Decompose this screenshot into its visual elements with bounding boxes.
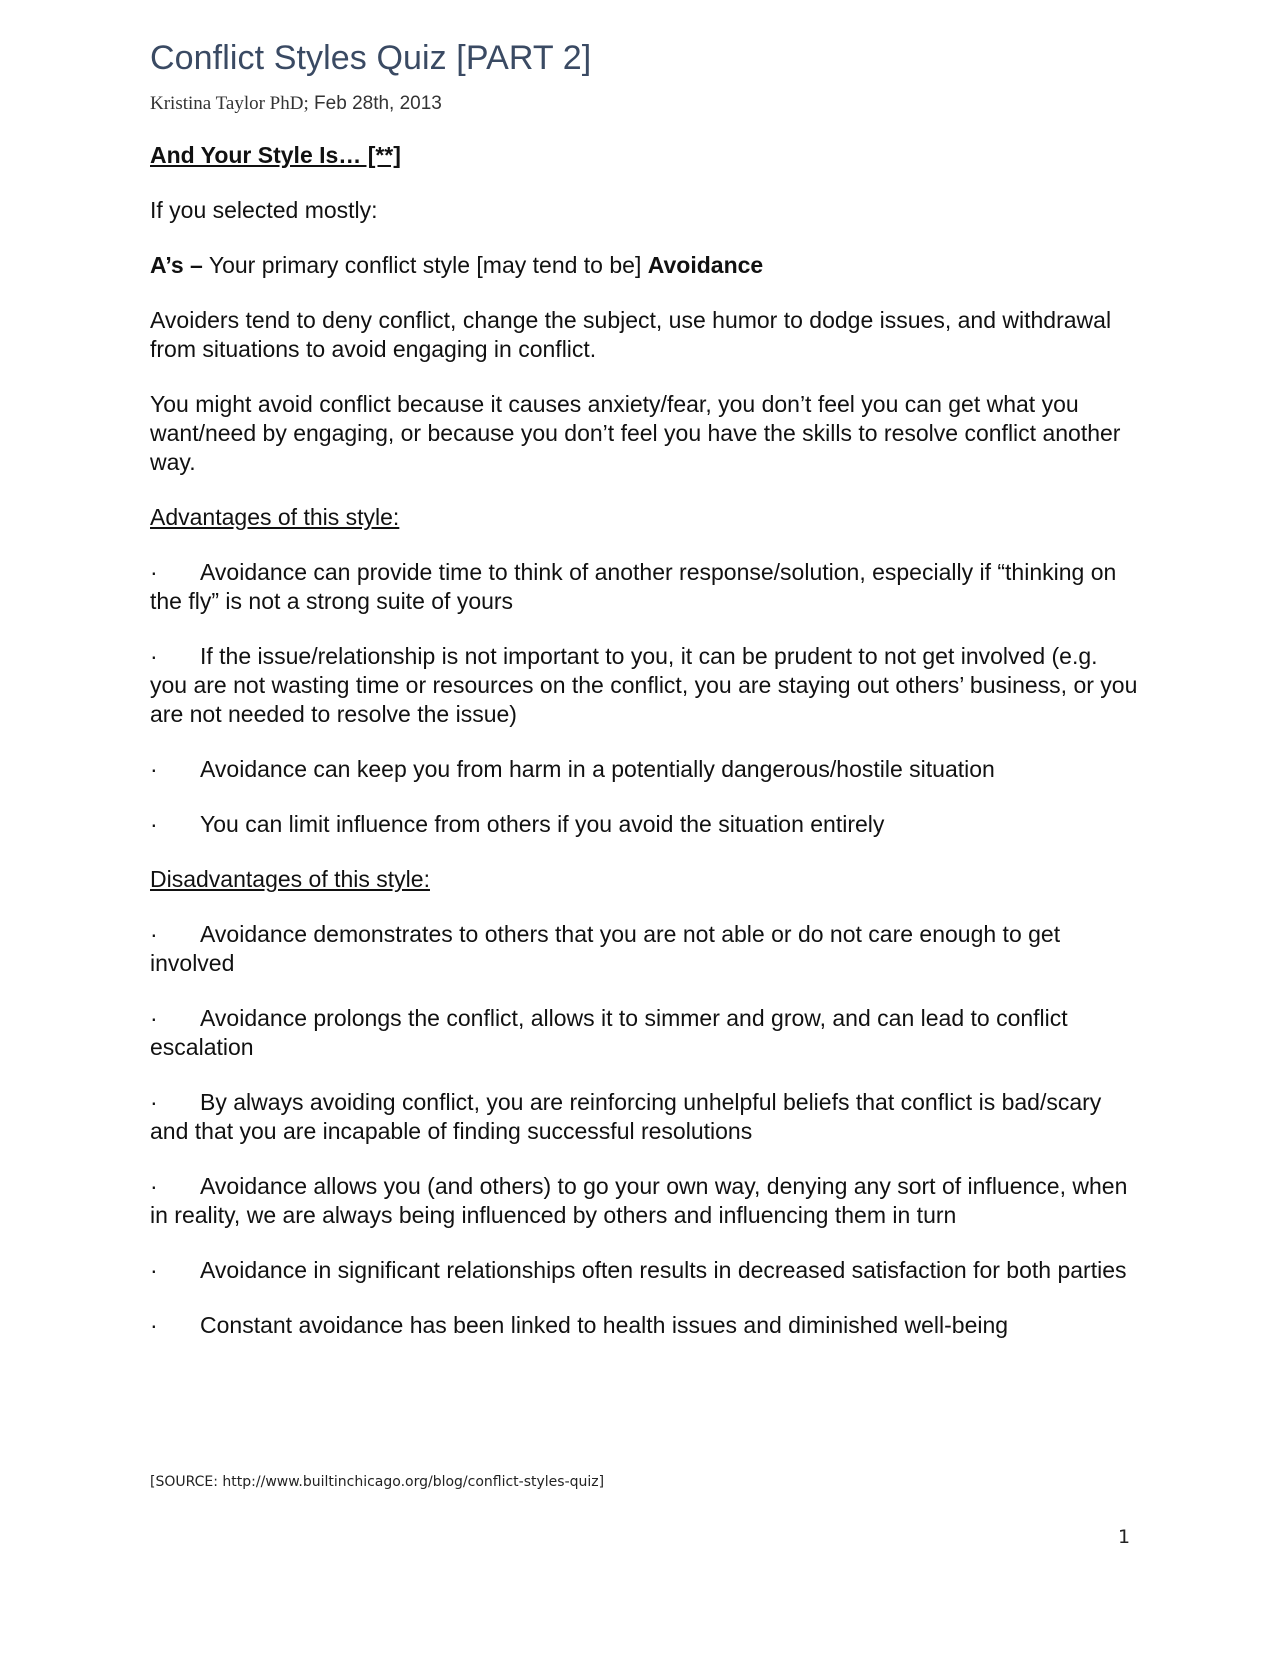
list-item-text: Avoidance demonstrates to others that you are not able or do not care enough to get involved — [150, 920, 1061, 976]
primary-text: Your primary conflict style [may tend to be] — [202, 251, 648, 278]
page-number: 1 — [1118, 1526, 1131, 1548]
bullet-icon: · — [150, 642, 158, 669]
list-item — [150, 920, 1140, 978]
date: Feb 28th, 2013 — [314, 92, 442, 114]
author: Kristina Taylor PhD; — [150, 92, 309, 114]
primary-style: Avoidance — [647, 251, 764, 278]
advantages-list — [150, 558, 1140, 839]
advantages-heading: Advantages of this style: — [150, 503, 400, 530]
list-item — [150, 810, 1140, 839]
disadvantages-list — [150, 920, 1140, 1340]
list-item-text: If the issue/relationship is not important to you, it can be prudent to not get involved (e.g. you are not wasting time or resources on the conflict, you are staying out others’ business, or you are not needed to resolve the issue) — [150, 642, 1138, 727]
primary-style-line — [150, 251, 1140, 280]
primary-prefix: A’s – — [150, 251, 203, 278]
source-citation: [SOURCE: http://www.builtinchicago.org/blog/conflict-styles-quiz] — [150, 1474, 605, 1490]
intro-text: If you selected mostly: — [150, 196, 378, 223]
document-title: Conflict Styles Quiz [PART 2] — [150, 39, 592, 77]
list-item-text: Avoidance prolongs the conflict, allows it to simmer and grow, and can lead to conflict escalation — [150, 1004, 1068, 1060]
section-heading: And Your Style Is… [**] — [150, 141, 401, 168]
list-item-text: Avoidance can provide time to think of another response/solution, especially if “thinking on the fly” is not a strong suite of yours — [150, 558, 1117, 614]
bullet-icon: · — [150, 810, 158, 837]
bullet-icon: · — [150, 1256, 158, 1283]
bullet-icon: · — [150, 1004, 158, 1031]
byline — [150, 93, 1140, 115]
bullet-icon: · — [150, 920, 158, 947]
list-item-text: You can limit influence from others if you avoid the situation entirely — [200, 810, 885, 837]
list-item-text: Avoidance in significant relationships often results in decreased satisfaction for both parties — [200, 1256, 1127, 1283]
bullet-icon: · — [150, 755, 158, 782]
bullet-icon: · — [150, 1311, 158, 1338]
bullet-icon: · — [150, 1088, 158, 1115]
list-item — [150, 1311, 1140, 1340]
list-item-text: Constant avoidance has been linked to health issues and diminished well-being — [200, 1311, 1009, 1338]
list-item — [150, 642, 1140, 729]
list-item — [150, 755, 1140, 784]
paragraph-1: Avoiders tend to deny conflict, change the subject, use humor to dodge issues, and withdrawal from situations to avoid engaging in conflict. — [150, 306, 1112, 362]
list-item-text: By always avoiding conflict, you are reinforcing unhelpful beliefs that conflict is bad/scary and that you are incapable of finding successful resolutions — [150, 1088, 1102, 1144]
document-page — [150, 38, 1140, 1340]
paragraph-2: You might avoid conflict because it causes anxiety/fear, you don’t feel you can get what you want/need by engaging, or because you don’t feel you have the skills to resolve conflict another way. — [150, 390, 1121, 475]
list-item-text: Avoidance can keep you from harm in a potentially dangerous/hostile situation — [200, 755, 995, 782]
bullet-icon: · — [150, 558, 158, 585]
list-item — [150, 1004, 1140, 1062]
list-item — [150, 1088, 1140, 1146]
list-item — [150, 1172, 1140, 1230]
bullet-icon: · — [150, 1172, 158, 1199]
list-item — [150, 558, 1140, 616]
list-item-text: Avoidance allows you (and others) to go your own way, denying any sort of influence, when in reality, we are always being influenced by others and influencing them in turn — [150, 1172, 1128, 1228]
list-item — [150, 1256, 1140, 1285]
disadvantages-heading: Disadvantages of this style: — [150, 865, 430, 892]
